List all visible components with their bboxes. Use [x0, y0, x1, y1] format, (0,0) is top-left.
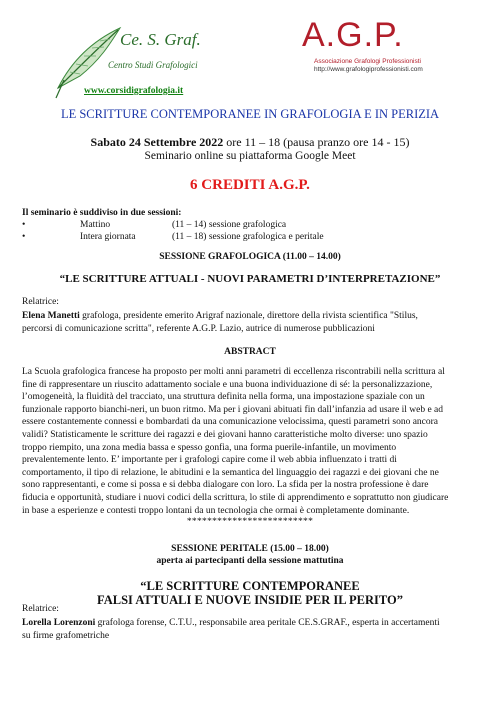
session-name: Intera giornata: [80, 232, 136, 242]
cesgraf-logo-subtitle: Centro Studi Grafologici: [108, 60, 198, 70]
abstract-body: [22, 366, 478, 517]
time: ore 11 – 18 (pausa pranzo ore 14 - 15): [223, 135, 410, 149]
session-desc: (11 – 14) sessione grafologica: [172, 220, 287, 230]
relatrice-label: Relatrice:: [22, 604, 59, 614]
abstract-heading: ABSTRACT: [224, 347, 276, 357]
abstract-line: essere costantemente connessi e bombardati da una comunicazione velocissima, questi parametri sono ancora: [22, 417, 439, 428]
session-desc: (11 – 18) sessione grafologica e peritale: [172, 232, 324, 242]
site-link[interactable]: www.corsidigrafologia.it: [84, 86, 184, 96]
abstract-line: l’omogeneità, la fluidità del tracciato, una struttura definita nella forma, una impostazione spaziale con un: [22, 392, 425, 403]
speaker2-bio-text: grafologa forense, C.T.U., responsabile area peritale CE.S.GRAF., esperta in accertamenti: [95, 618, 440, 628]
abstract-line: prevalentemente lento. E’ importante per i grafologi capire come il web abbia influenzato i tratti di: [22, 455, 397, 466]
abstract-line: validi? Statisticamente le scritture dei ragazzi e dei giovani hanno caratteristiche molto diverse: uno spazio: [22, 429, 428, 440]
speaker1-line: [22, 310, 478, 323]
sessions-heading: Il seminario è suddiviso in due sessioni:: [22, 208, 182, 218]
agp-logo-text: A.G.P.: [302, 16, 404, 54]
abstract-line: sono rappresentanti, e come si possa e si debba dialogare con loro. La sfida per la nostra professione è dare: [22, 480, 429, 491]
session1-heading: SESSIONE GRAFOLOGICA (11.00 – 14.00): [159, 252, 341, 262]
speaker2-name: Lorella Lorenzoni: [22, 618, 96, 628]
session-name: Mattino: [80, 220, 111, 230]
relatrice-label: Relatrice:: [22, 297, 59, 307]
speaker1-bio-text: grafologa, presidente emerito Arigraf nazionale, direttore della rivista scientifica "Stilus,: [79, 311, 418, 321]
seminar-info: Seminario online su piattaforma Google Meet: [144, 150, 356, 162]
list-item: [22, 220, 286, 230]
speaker1-bio: [22, 310, 478, 335]
abstract-line: fiducia e opportunità, studiare i nuovi codici della scrittura, lo stile di apprendimento e soprattutto non giudicare: [22, 492, 449, 503]
talk2-title-line1: “LE SCRITTURE CONTEMPORANEE: [140, 579, 360, 593]
speaker1-name: Elena Manetti: [22, 311, 80, 321]
list-item: [22, 232, 324, 242]
talk1-title: “LE SCRITTURE ATTUALI - NUOVI PARAMETRI D’INTERPRETAZIONE”: [59, 273, 441, 285]
abstract-line: La Scuola grafologica francese ha proposto per molti anni parametri di eccellenza riscontrabili nella scrittura al: [22, 367, 445, 377]
agp-logo-url: http://www.grafologiprofessionisti.com: [314, 66, 423, 73]
talk2-title-line2: FALSI ATTUALI E NUOVE INSIDIE PER IL PERITO”: [97, 593, 403, 607]
date: Sabato 24 Settembre 2022: [90, 135, 224, 149]
abstract-line: funzionale rapporto bianchi-neri, un buon ritmo. Ma per i giovani abituati fin dall’infanzia ad usare il web e ad: [22, 404, 444, 415]
session2-heading: SESSIONE PERITALE (15.00 – 18.00): [171, 544, 329, 554]
page-title: LE SCRITTURE CONTEMPORANEE IN GRAFOLOGIA E IN PERIZIA: [60, 107, 440, 121]
agp-logo-subtitle: Associazione Grafologi Professionisti: [314, 58, 421, 65]
bullet: •: [22, 220, 26, 230]
abstract-line: fine di rappresentare un riuscito adattamento sociale e una buona individuazione di sé: la personalizzazione,: [22, 379, 433, 390]
separator: *************************: [186, 517, 314, 527]
speaker1-bio-text: percorsi di comunicazione scritta", referente A.G.P. Lazio, autrice di numerose pubblicazioni: [22, 323, 375, 334]
abstract-line: comportamento, il tipo di relazione, le abitudini e la semantica del linguaggio dei ragazzi e dei giovani che ne: [22, 467, 439, 478]
credits: 6 CREDITI A.G.P.: [190, 177, 310, 193]
abstract-line: in base a esperienze e contesti troppo lontani da un tecnologia che ormai è completamente dominante.: [22, 505, 410, 516]
speaker2-bio: [22, 617, 478, 642]
abstract-line: troppo riempito, una zona media bassa e spesso gonfia, una forma puerile-infantile, un movimento: [22, 442, 397, 453]
speaker2-bio-text: su firme grafometriche: [22, 630, 110, 641]
session2-subtitle: aperta ai partecipanti della sessione mattutina: [156, 556, 344, 566]
cesgraf-logo-text: Ce. S. Graf.: [120, 30, 201, 49]
speaker2-line: [22, 617, 478, 630]
bullet: •: [22, 232, 26, 242]
date-line: [0, 135, 500, 150]
